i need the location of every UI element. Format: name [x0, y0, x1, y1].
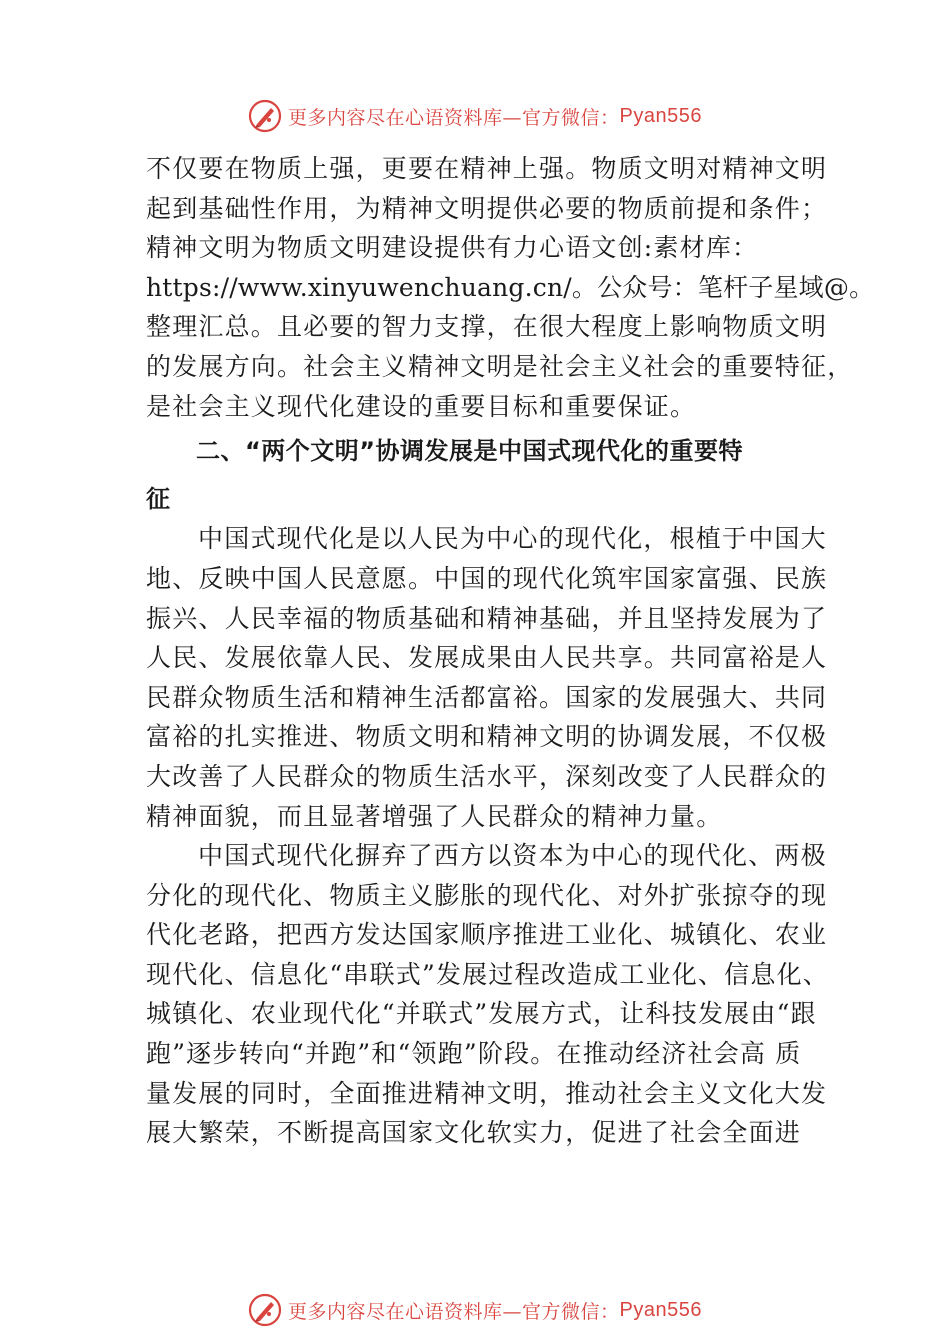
text-line: 现代化、信息化“串联式”发展过程改造成工业化、信息化、	[146, 959, 829, 989]
text-line: https://www.xinyuwenchuang.cn/。公众号：笔杆子星域@。	[146, 272, 875, 302]
watermark-text: 更多内容尽在心语资料库—官方微信：	[288, 1300, 620, 1323]
text-line: 分化的现代化、物质主义膨胀的现代化、对外扩张掠夺的现	[146, 880, 828, 910]
section-heading	[146, 432, 814, 519]
header-watermark	[0, 96, 950, 136]
text-line: 展大繁荣，不断提高国家文化软实力，促进了社会全面进	[146, 1118, 802, 1148]
text-line: 的发展方向。社会主义精神文明是社会主义社会的重要特征，	[146, 351, 854, 381]
text-line: 中国式现代化是以人民为中心的现代化，根植于中国大	[198, 524, 827, 554]
paragraph-1	[146, 149, 875, 426]
text-line: 民群众物质生活和精神生活都富裕。国家的发展强大、共同	[146, 682, 828, 712]
watermark-text: 更多内容尽在心语资料库—官方微信：	[288, 106, 620, 129]
pen-logo-icon	[248, 1293, 282, 1327]
text-line: 是社会主义现代化建设的重要目标和重要保证。	[146, 391, 697, 421]
text-line: 城镇化、农业现代化“并联式”发展方式，让科技发展由“跟	[146, 999, 817, 1029]
text-line: 大改善了人民群众的物质生活水平，深刻改变了人民群众的	[146, 761, 828, 791]
text-line: 人民、发展依靠人民、发展成果由人民共享。共同富裕是人	[146, 643, 828, 673]
text-line: 不仅要在物质上强，更要在精神上强。物质文明对精神文明	[146, 154, 828, 183]
paragraph-2	[146, 519, 828, 836]
text-line: 精神文明为物质文明建设提供有力心语文创:素材库：	[146, 233, 759, 263]
text-line: 跑”逐步转向“并跑”和“领跑”阶段。在推动经济社会高 质	[146, 1039, 802, 1069]
text-line: 富裕的扎实推进、物质文明和精神文明的协调发展，不仅极	[146, 722, 828, 752]
text-line: 振兴、人民幸福的物质基础和精神基础，并且坚持发展为了	[146, 603, 828, 633]
text-line: 中国式现代化摒弃了西方以资本为中心的现代化、两极	[198, 841, 827, 871]
document-body	[146, 149, 875, 1153]
pen-logo-icon	[248, 99, 282, 133]
heading-line: 征	[146, 484, 171, 513]
text-line: 起到基础性作用，为精神文明提供必要的物质前提和条件；	[146, 193, 828, 223]
watermark-handle: Pyan556	[619, 104, 702, 127]
text-line: 代化老路，把西方发达国家顺序推进工业化、城镇化、农业	[146, 920, 828, 950]
text-line: 整理汇总。且必要的智力支撑，在很大程度上影响物质文明	[146, 312, 828, 342]
text-line: 精神面貌，而且显著增强了人民群众的精神力量。	[146, 801, 723, 831]
paragraph-3	[146, 836, 829, 1153]
text-line: 地、反映中国人民意愿。中国的现代化筑牢国家富强、民族	[146, 563, 828, 593]
footer-watermark	[0, 1290, 950, 1330]
watermark-handle: Pyan556	[619, 1298, 702, 1321]
text-line: 量发展的同时，全面推进精神文明，推动社会主义文化大发	[146, 1078, 828, 1108]
heading-line: 二、“两个文明”协调发展是中国式现代化的重要特	[196, 437, 744, 466]
